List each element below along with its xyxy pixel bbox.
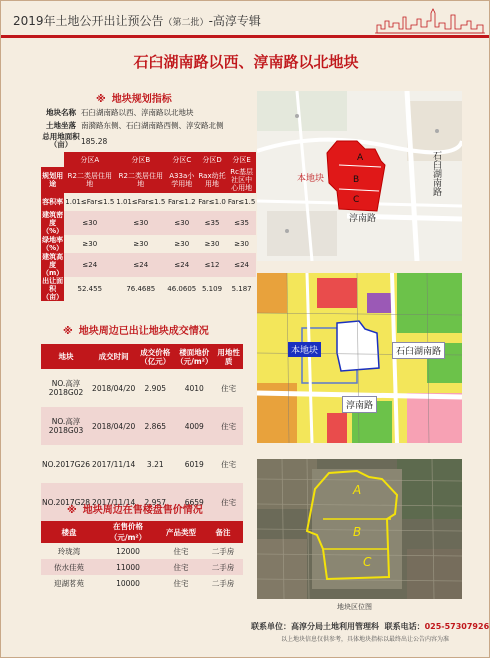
plan-cell: 5.187: [231, 285, 252, 293]
trans-cell: 3.21: [146, 459, 164, 469]
sale-cell: 住宅: [173, 578, 189, 588]
plan-cell: 52.455: [77, 285, 103, 293]
trans-heading-mark: ※: [63, 326, 73, 337]
info-row: [41, 106, 243, 119]
trans-header-cell: 地块: [41, 344, 91, 369]
info-label: 总用地面积（亩）: [42, 132, 80, 149]
plan-heading-text: 地块规划指标: [111, 94, 172, 105]
plan-row: [41, 253, 256, 277]
sale-cell: 玲珑湾: [57, 546, 81, 556]
trans-cell: 住宅: [214, 483, 243, 521]
table-row: [41, 543, 243, 559]
road-south-label: 淳南路: [342, 396, 377, 413]
plan-heading: [96, 90, 172, 105]
zone-a-label: A: [357, 153, 364, 163]
info-value: 185.28: [81, 136, 108, 146]
footer-phone-label: 联系电话：: [384, 622, 425, 631]
plan-cell: R2二类居住用地: [64, 167, 115, 193]
skyline-logo: [375, 3, 485, 35]
header-title-tail: -高淳专辑: [208, 14, 261, 28]
trans-heading-text: 地块周边已出让地块成交情况: [78, 326, 209, 337]
table-row: [41, 559, 243, 575]
plan-cell: ≥30: [204, 240, 220, 248]
zone-header: 分区C: [166, 152, 197, 167]
sale-cell: 二手房: [203, 559, 243, 575]
info-label: 地块名称: [46, 108, 76, 117]
sale-heading: [67, 501, 203, 516]
sale-header-cell: 备注: [203, 521, 243, 543]
sale-cell: 依水佳苑: [41, 559, 97, 575]
plan-cell: ≤24: [64, 253, 115, 277]
table-row: [41, 369, 243, 407]
sale-cell: 11000: [97, 559, 159, 575]
plan-cell: ≤35: [227, 211, 257, 235]
trans-cell: 6659: [174, 483, 214, 521]
zoning-map: [257, 273, 462, 443]
sale-cell: 12000: [116, 546, 140, 556]
trans-heading: [63, 322, 209, 337]
plan-cell: Far≤1.0: [198, 198, 226, 206]
header-title-main: 2019年土地公开出让预公告: [13, 14, 164, 28]
info-value: 南漪路东侧、石臼湖南路西侧、淳安路北侧: [81, 121, 224, 130]
satellite-map: [257, 459, 462, 599]
table-row: [41, 445, 243, 483]
plan-cell: 5.109: [202, 285, 223, 293]
road-east-label: 石臼湖南路: [431, 151, 441, 196]
plot-label: 本地块: [288, 342, 321, 357]
plan-cell: Rax幼托用地: [197, 167, 227, 193]
zone-header: 分区B: [115, 152, 166, 167]
info-row: [41, 132, 243, 150]
zone-a-label: A: [353, 483, 362, 497]
sale-header-row: [41, 521, 243, 543]
header-title: [13, 12, 261, 29]
road-south-label: 淳南路: [349, 214, 377, 224]
trans-cell: 2018/04/20: [92, 383, 136, 393]
plan-cell: ≥30: [133, 240, 149, 248]
plan-row: [41, 277, 256, 301]
plan-cell: Rc基层社区中心用地: [227, 167, 257, 193]
plan-row: [41, 193, 256, 211]
trans-header-cell: 用地性质: [214, 344, 243, 369]
footer-note: 以上地块信息仅供参考，具体地块指标以最终出让公告内容为准: [281, 636, 450, 643]
zone-c-label: C: [353, 195, 360, 205]
trans-table: [41, 344, 243, 521]
plan-row: [41, 211, 256, 235]
zone-b-label: B: [353, 525, 362, 539]
zone-header: 分区E: [227, 152, 257, 167]
trans-cell: 4010: [184, 383, 204, 393]
sale-heading-mark: ※: [67, 505, 77, 516]
plan-row: [41, 235, 256, 253]
plan-cell: ≤30: [115, 211, 166, 235]
trans-cell: 住宅: [214, 407, 243, 445]
info-value: 石臼湖南路以西、淳南路以北地块: [81, 108, 194, 117]
trans-cell: NO.2017G26: [42, 459, 91, 469]
sale-header-cell: 在售价格（元/m²）: [97, 521, 159, 543]
trans-header-cell: 楼面地价（元/m²）: [174, 344, 214, 369]
trans-cell: 住宅: [221, 459, 237, 469]
table-row: [41, 407, 243, 445]
sale-heading-text: 地块周边在售楼盘售价情况: [82, 505, 203, 516]
sale-header-cell: 产品类型: [159, 521, 203, 543]
trans-header-row: [41, 344, 243, 369]
header-title-batch: （第二批）: [163, 18, 209, 28]
sale-cell: 迎湖茗苑: [54, 578, 84, 588]
plan-cell: ≤24: [166, 253, 197, 277]
info-label: 土地坐落: [46, 121, 76, 130]
plan-cell: ≤30: [64, 211, 115, 235]
plan-zone-row: [41, 152, 256, 167]
header-rule: [1, 35, 490, 38]
map-caption: 地块区位图: [337, 603, 372, 611]
plan-cell: 1.01≤Far≤1.5: [65, 198, 115, 206]
plan-heading-mark: ※: [96, 94, 106, 105]
plan-row-label: 建筑高度（m）: [42, 253, 64, 277]
plan-row-label: 容积率: [41, 193, 64, 211]
zone-header: 分区A: [64, 152, 115, 167]
trans-cell: NO.高淳2018G03: [41, 407, 91, 445]
sale-cell: 住宅: [173, 546, 189, 556]
plan-cell: Far≤1.2: [167, 198, 196, 206]
trans-cell: 2017/11/14: [91, 483, 136, 521]
trans-cell: 2018/04/20: [91, 407, 136, 445]
plan-cell: 76.4685: [126, 285, 156, 293]
trans-cell: 2017/11/14: [92, 459, 136, 469]
zone-c-label: C: [363, 555, 372, 569]
sale-cell: 10000: [116, 578, 140, 588]
street-map: [257, 91, 462, 261]
footer-phone: 025-57307926: [424, 622, 490, 631]
sale-cell: 二手房: [211, 578, 235, 588]
zone-header: 分区D: [197, 152, 227, 167]
trans-cell: 住宅: [221, 383, 237, 393]
sale-header-cell: 楼盘: [41, 521, 97, 543]
plan-cell: ≤30: [166, 211, 197, 235]
plan-row: [41, 167, 256, 193]
sale-cell: 二手房: [211, 546, 235, 556]
plan-cell: ≤35: [197, 211, 227, 235]
info-row: [41, 119, 243, 132]
footer-unit-label: 联系单位：: [251, 622, 291, 631]
trans-cell: 2.957: [136, 483, 174, 521]
table-row: [41, 575, 243, 591]
plan-table-wrap: [41, 106, 256, 301]
plan-row-label: 建筑密度（%）: [42, 211, 64, 235]
plan-cell: ≤12: [197, 253, 227, 277]
plan-cell: ≤24: [115, 253, 166, 277]
plan-table: [41, 152, 256, 301]
trans-cell: 4009: [174, 407, 214, 445]
plan-cell: ≥30: [174, 240, 190, 248]
road-east-label: 石臼湖南路: [392, 342, 445, 359]
header: [1, 1, 490, 35]
plan-cell: 1.01≤Far≤1.5: [116, 198, 166, 206]
plan-row-label: 出让面积（亩）: [42, 277, 64, 301]
plan-cell: ≥30: [82, 240, 98, 248]
sale-cell: 住宅: [159, 559, 203, 575]
sale-table: [41, 521, 243, 591]
plan-cell: Far≤1.5: [227, 198, 256, 206]
trans-cell: 6019: [184, 459, 204, 469]
footer: [251, 621, 490, 632]
trans-cell: NO.高淳2018G02: [48, 379, 84, 397]
trans-cell: NO.2017G28: [41, 483, 91, 521]
plan-row-label: 规划用途: [41, 167, 64, 193]
plan-cell: A33a小学用地: [166, 167, 197, 193]
plan-cell: R2二类居住用地: [115, 167, 166, 193]
trans-cell: 2.865: [136, 407, 174, 445]
plan-cell: ≤24: [227, 253, 257, 277]
plot-label: 本地块: [297, 174, 325, 184]
trans-header-cell: 成交价格（亿元）: [136, 344, 174, 369]
trans-cell: 2.905: [144, 383, 167, 393]
plan-cell: 46.0605: [167, 285, 197, 293]
zone-b-label: B: [353, 175, 360, 185]
plan-cell: ≥30: [234, 240, 249, 248]
blank-cell: [41, 152, 64, 167]
main-title: 石臼湖南路以西、淳南路以北地块: [133, 53, 359, 71]
plan-row-label: 绿地率（%）: [42, 236, 64, 252]
trans-header-cell: 成交时间: [91, 344, 136, 369]
footer-unit: 高淳分局土地利用管理科: [291, 622, 379, 631]
